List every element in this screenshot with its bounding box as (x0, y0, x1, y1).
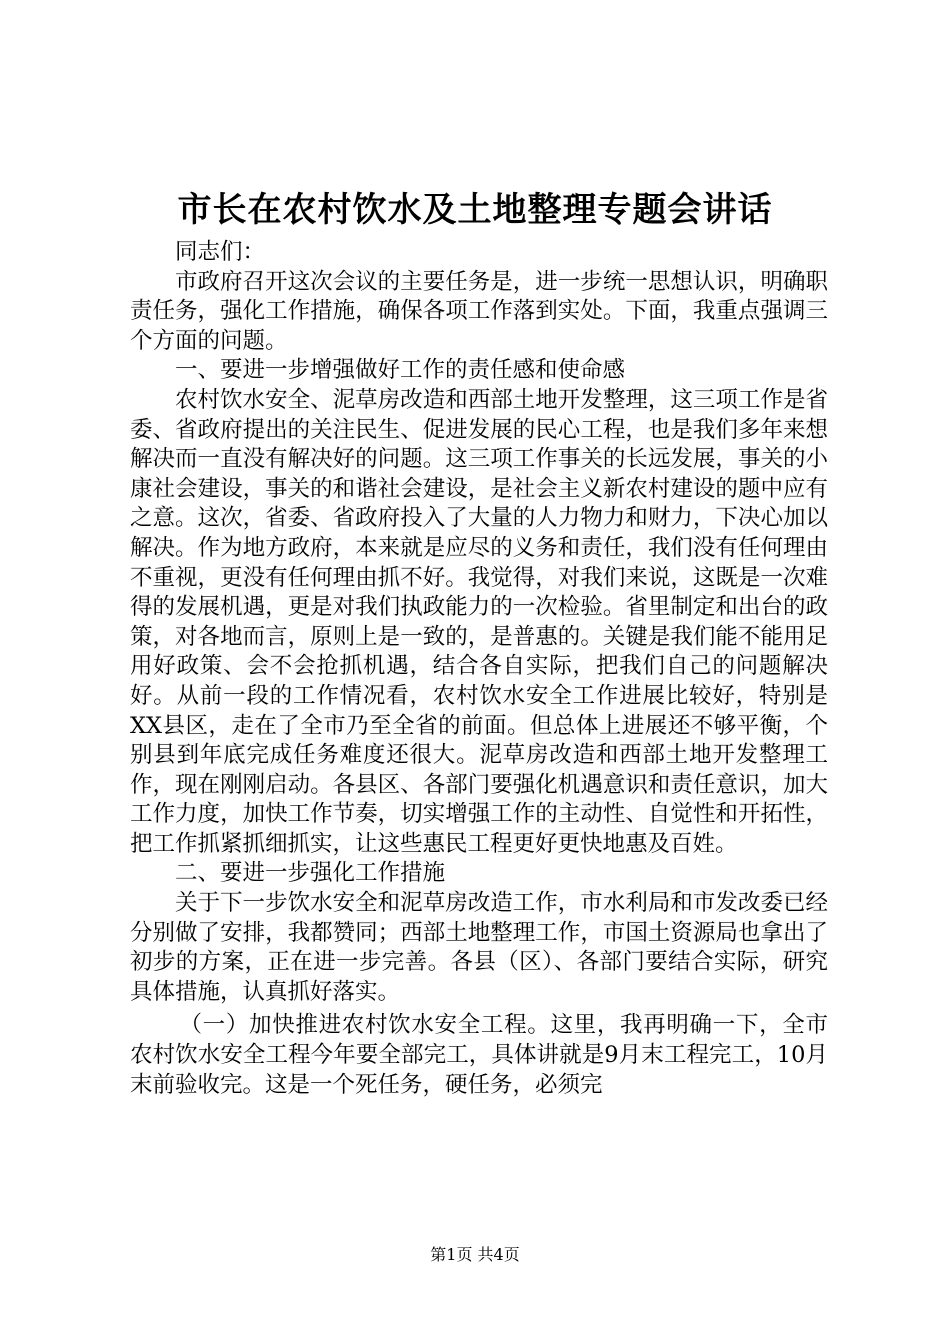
paragraph-section-1: 农村饮水安全、泥草房改造和西部土地开发整理，这三项工作是省委、省政府提出的关注民生、促进发展的民心工程，也是我们多年来想解决而一直没有解决好的问题。这三项工作事关的长远发展，事关的小康社会建设，事关的和谐社会建设，是社会主义新农村建设的题中应有之意。这次，省委、省政府投入了大量的人力物力和财力，下决心加以解决。作为地方政府，本来就是应尽的义务和责任，我们没有任何理由不重视，更没有任何理由抓不好。我觉得，对我们来说，这既是一次难得的发展机遇，更是对我们执政能力的一次检验。省里制定和出台的政策，对各地而言，原则上是一致的，是普惠的。关键是我们能不能用足用好政策、会不会抢抓机遇，结合各自实际，把我们自己的问题解决好。从前一段的工作情况看，农村饮水安全工作进展比较好，特别是XX县区，走在了全市乃至全省的前面。但总体上进展还不够平衡，个别县到年底完成任务难度还很大。泥草房改造和西部土地开发整理工作，现在刚刚启动。各县区、各部门要强化机遇意识和责任意识，加大工作力度，加快工作节奏，切实增强工作的主动性、自觉性和开拓性，把工作抓紧抓细抓实，让这些惠民工程更好更快地惠及百姓。 (130, 386, 828, 857)
paragraph-subsection-1: （一）加快推进农村饮水安全工程。这里，我再明确一下，全市农村饮水安全工程今年要全部完工，具体讲就是9月末工程完工，10月末前验收完。这是一个死任务，硬任务，必须完 (130, 1012, 828, 1098)
document-title: 市长在农村饮水及土地整理专题会讲话 (177, 190, 773, 230)
paragraph-section-2: 关于下一步饮水安全和泥草房改造工作，市水利局和市发改委已经分别做了安排，我都赞同；西部土地整理工作，市国土资源局也拿出了初步的方案，正在进一步完善。各县（区）、各部门要结合实际，研究具体措施，认真抓好落实。 (130, 890, 828, 1005)
document-body (130, 238, 828, 1100)
section-heading-2: 二、要进一步强化工作措施 (175, 860, 446, 887)
paragraph-intro: 市政府召开这次会议的主要任务是，进一步统一思想认识，明确职责任务，强化工作措施，确保各项工作落到实处。下面，我重点强调三个方面的问题。 (130, 268, 828, 354)
page-number: 第1页 共4页 (430, 1245, 520, 1264)
section-heading-1: 一、要进一步增强做好工作的责任感和使命感 (175, 357, 626, 384)
paragraph-salutation: 同志们： (175, 239, 266, 265)
